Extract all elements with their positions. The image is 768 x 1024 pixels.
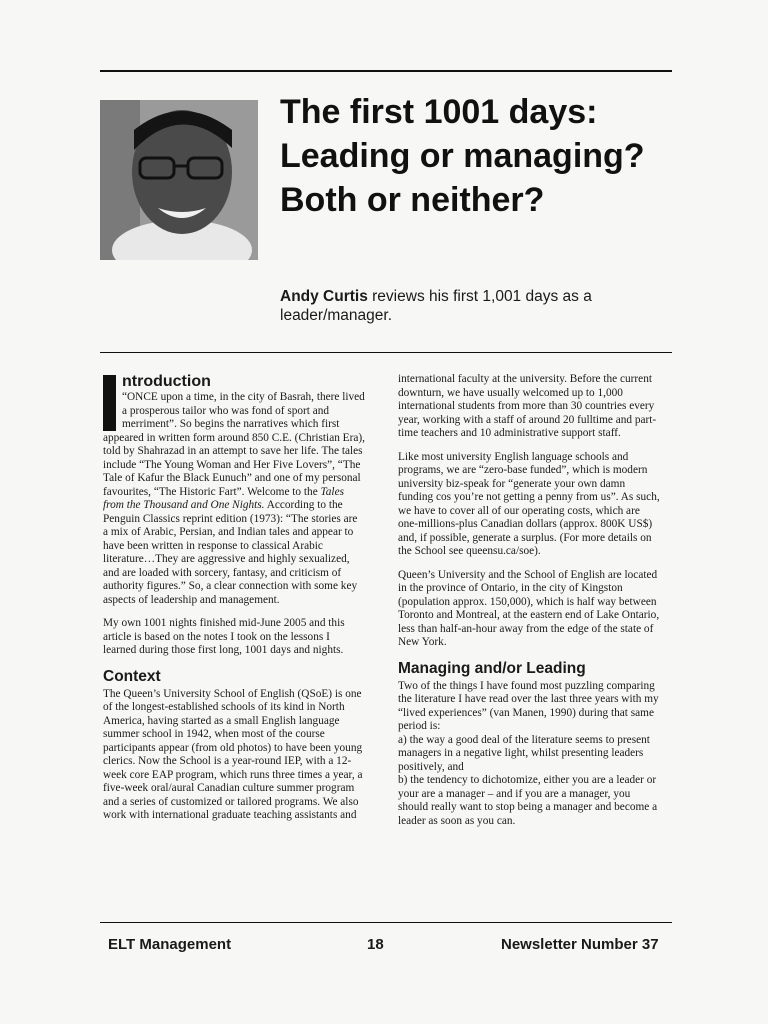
managing-point-b: b) the tendency to dichotomize, either you are a leader or your are a manager – and if you are a manager, you should really want to stop being a manager and become a leader as soon as you can. (398, 774, 658, 827)
footer-page-number: 18 (367, 936, 384, 953)
context-heading: Context (103, 667, 161, 685)
intro-italic-title: Tales from the Thousand and One Nights. (103, 485, 344, 511)
top-rule (100, 70, 672, 72)
right-column (398, 373, 660, 828)
byline-author: Andy Curtis (280, 288, 368, 305)
intro-text-b: According to the Penguin Classics reprint edition (1973): “The stories are a mix of Arabic, Persian, and Indian tales and appear to have been written in response to classical Arabic literature…They are aggressive and highly sexualized, and are loaded with sorcery, fantasy, and criticism of authority figures.” So, a clear connection with some key aspects of leadership and management. (103, 499, 358, 606)
managing-heading: Managing and/or Leading (398, 659, 586, 677)
footer-publication: ELT Management (108, 936, 232, 953)
context-paragraph-1: The Queen’s University School of English (QSoE) is one of the longest-established schools of its kind in North America, having started as a small English language summer school in 1942, when most of the course participants appear (from old photos) to have been young clerics. Now the School is a year-round IEP, with a 12-week core EAP program, which runs three times a year, a five-week oral/aural Canadian culture summer program and a series of customized or tailored programs. We also work with international graduate teaching assistants and (103, 687, 363, 821)
intro-paragraph-1 (103, 391, 365, 607)
left-column (103, 373, 365, 833)
right-paragraph-3: Queen’s University and the School of English are located in the province of Ontario, in the city of Kingston (population approx. 150,000), which is half way between Toronto and Montreal, at the eastern end of Lake Ontario, less than half-an-hour away from the edge of the state of New York. (398, 568, 660, 648)
footer-issue: Newsletter Number 37 (501, 936, 659, 953)
bottom-rule (100, 922, 672, 923)
title-line-3: Both or neither? (280, 181, 545, 219)
title-line-2: Leading or managing? (280, 137, 645, 175)
introduction-heading: ntroduction (122, 373, 211, 390)
right-paragraph-2: Like most university English language schools and programs, we are “zero-base funded”, which is modern university biz-speak for “generate your own damn funding cos you’re not getting a penny from us”. As such, we have to cover all of our operating costs, which are one-millions-plus Canadian dollars (approx. 800K US$) and, if possible, generate a surplus. (For more details on the School see queensu.ca/soe). (398, 450, 660, 557)
intro-text-a: “ONCE upon a time, in the city of Basrah, there lived a prosperous tailor who was fond of sport and merriment”. So begins the narratives which first appeared in written form around 850 C.E. (Christian Era), told by Shahrazad in an attempt to save her life. The tales include “The Young Woman and Her Five Lovers”, “The Tale of Kafur the Black Eunuch” and one of my personal favourites, “The Historic Fart”. Welcome to the (103, 391, 365, 498)
mid-rule (100, 352, 672, 353)
article-title (280, 90, 700, 222)
byline-text: reviews his first 1,001 days as a leader/manager. (280, 288, 592, 324)
right-paragraph-1: international faculty at the university. Before the current downturn, we have usually welcomed up to 1,000 international students from more than 30 countries every year, working with a staff of around 20 fulltime and part-time teachers and 10 administrative support staff. (398, 373, 657, 439)
byline (280, 287, 640, 325)
managing-point-a: a) the way a good deal of the literature seems to present managers in a negative light, whilst presenting leaders positively, and (398, 733, 650, 773)
intro-paragraph-2: My own 1001 nights finished mid-June 2005 and this article is based on the notes I took on the lessons I learned during those first long, 1001 days and nights. (103, 617, 345, 656)
title-line-1: The first 1001 days: (280, 93, 598, 131)
author-photo (100, 100, 258, 260)
drop-cap-i (103, 375, 116, 431)
managing-paragraph-1: Two of the things I have found most puzzling comparing the literature I have read over the last three years with my “lived experiences” (van Manen, 1990) during that same period is: (398, 679, 659, 732)
